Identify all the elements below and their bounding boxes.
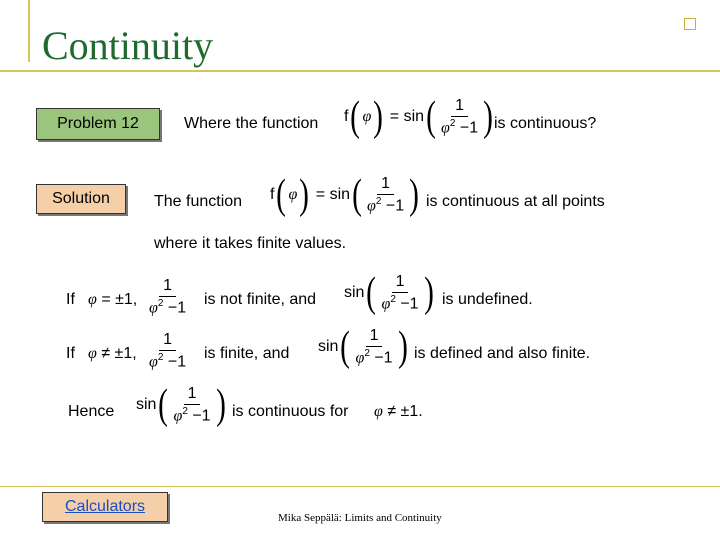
slide-footer: Mika Seppälä: Limits and Continuity <box>278 512 442 524</box>
decor-vertical-line <box>28 0 30 62</box>
hence-mid: is continuous for <box>232 403 349 420</box>
decor-corner-box <box>684 18 696 30</box>
case2-cond: φ ≠ ±1, <box>88 345 137 362</box>
solution-suffix: is continuous at all points <box>426 193 605 210</box>
case2-if: If <box>66 345 75 362</box>
hence-word: Hence <box>68 403 115 420</box>
solution-line2: where it takes finite values. <box>154 235 347 252</box>
solution-label: Solution <box>36 184 126 214</box>
case1-cond: φ = ±1, <box>88 291 138 308</box>
hence-sin: sin( $\frac{1}{\varphi^2 -1}$ ) <box>136 382 226 428</box>
hence-cond: φ ≠ ±1. <box>374 403 423 420</box>
decor-bottom-rule <box>0 486 720 487</box>
problem-prefix: Where the function <box>184 115 319 132</box>
case1-sin: sin( $\frac{1}{\varphi^2 -1}$ ) <box>344 270 434 316</box>
slide-title: Continuity <box>42 23 214 68</box>
problem-suffix: is continuous? <box>494 115 597 132</box>
problem-label: Problem 12 <box>36 108 160 140</box>
solution-prefix: The function <box>154 193 243 210</box>
case2-fraction: $\frac{1}{\varphi^2 -1}$ <box>149 331 187 371</box>
calculators-link[interactable]: Calculators <box>42 492 168 522</box>
case1-fraction: $\frac{1}{\varphi^2 -1}$ <box>149 277 187 317</box>
case1-mid: is not finite, and <box>204 291 317 308</box>
case2-suffix: is defined and also finite. <box>414 345 591 362</box>
decor-title-rule <box>0 70 720 72</box>
case2-mid: is finite, and <box>204 345 290 362</box>
case1-suffix: is undefined. <box>442 291 533 308</box>
case2-sin: sin( $\frac{1}{\varphi^2 -1}$ ) <box>318 324 408 370</box>
problem-formula: f( φ) = sin( $\frac{1}{\varphi^2 -1}$ ) <box>344 94 494 140</box>
solution-formula: f( φ) = sin( $\frac{1}{\varphi^2 -1}$ ) <box>270 172 420 218</box>
case1-if: If <box>66 291 75 308</box>
